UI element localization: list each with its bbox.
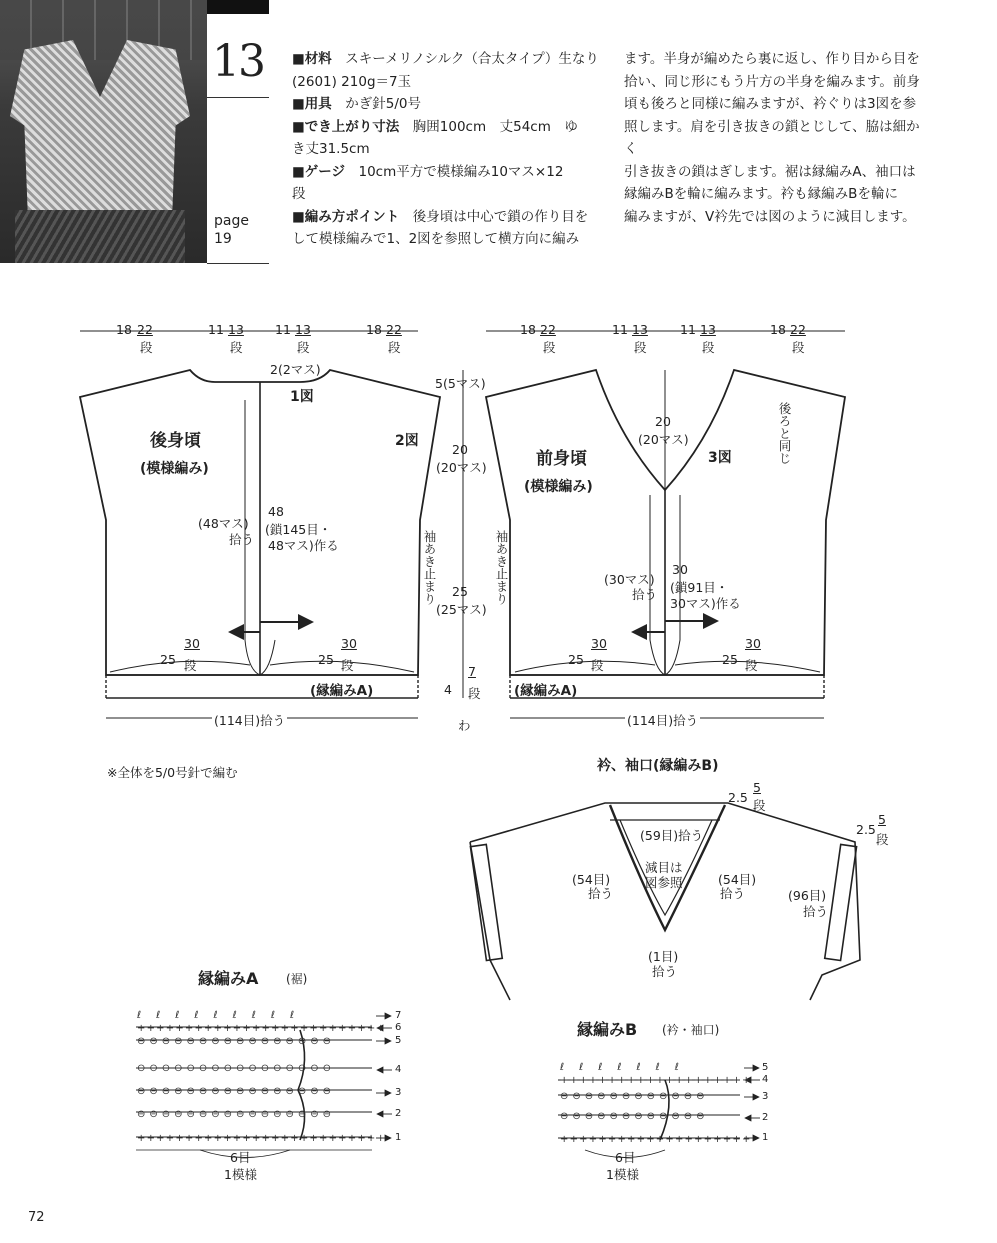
collar-label: (54目) <box>718 872 757 887</box>
dim-label: 段 <box>140 340 153 355</box>
chart-b-row: 3 <box>762 1091 769 1102</box>
back-pick-label: (48マス) <box>198 516 249 531</box>
instruction-line: ■ゲージ 10cm平方で模様編み10マス×12 <box>292 163 564 180</box>
front-title: 前身頃 <box>536 449 587 469</box>
dim-label: 11 <box>680 322 696 337</box>
instruction-line: ■でき上がり寸法 胸囲100cm 丈54cm ゆ <box>292 118 578 135</box>
back-title: 後身頃 <box>150 431 201 451</box>
svg-text:++++++++++++++++++++++++++: ++++++++++++++++++++++++++ <box>137 1133 387 1144</box>
mid-label: わ <box>458 718 471 733</box>
svg-text:⊖⊖⊖⊖⊖⊖⊖⊖⊖⊖⊖⊖⊖⊖⊖⊖: ⊖⊖⊖⊖⊖⊖⊖⊖⊖⊖⊖⊖⊖⊖⊖⊖ <box>137 1063 336 1074</box>
collar-label: 減目は <box>645 860 683 875</box>
collar-label: (59目)拾う <box>640 828 704 843</box>
fig1-label: 1図 <box>290 389 314 405</box>
front-subtitle: (模様編み) <box>524 479 593 495</box>
chart-b-row: 2 <box>762 1112 769 1123</box>
hem-label: 段 <box>341 658 354 673</box>
chart-a-subtitle: (裾) <box>286 972 308 986</box>
chart-a-row: 5 <box>395 1035 402 1046</box>
dim-label: 13 <box>700 322 716 337</box>
same-as-back-label: 後ろと同じ <box>777 402 792 465</box>
hem-label: 30 <box>591 636 607 651</box>
collar-label: 5 <box>753 780 761 795</box>
mid-label: (20マス) <box>436 460 487 475</box>
back-chain-label: (鎖145目・ <box>265 522 332 537</box>
front-pick-label: (30マス) <box>604 572 655 587</box>
dim-label: 段 <box>543 340 556 355</box>
chart-a-row: 7 <box>395 1010 402 1021</box>
chart-a-row: 2 <box>395 1108 402 1119</box>
chart-a-row: 1 <box>395 1132 402 1143</box>
dim-label: 11 <box>208 322 224 337</box>
chart-a-row: 4 <box>395 1064 402 1075</box>
svg-text:++++++++++++++++++++++++++: ++++++++++++++++++++++++++ <box>137 1023 387 1034</box>
front-pick-label: 拾う <box>632 587 658 602</box>
hem-label: 段 <box>591 658 604 673</box>
chart-b-repeat: 6目 <box>615 1150 636 1165</box>
hem-label: 25 <box>318 652 334 667</box>
bottom-label: (114目)拾う <box>627 713 699 728</box>
dim-label: 22 <box>540 322 556 337</box>
collar-label: 2.5 <box>728 790 748 805</box>
mid-label: 25 <box>452 584 468 599</box>
svg-text:⊖⊖⊖⊖⊖⊖⊖⊖⊖⊖⊖⊖⊖⊖⊖⊖: ⊖⊖⊖⊖⊖⊖⊖⊖⊖⊖⊖⊖⊖⊖⊖⊖ <box>137 1109 336 1120</box>
instruction-line: ■編み方ポイント 後身頃は中心で鎖の作り目を <box>292 208 589 225</box>
collar-label: (96目) <box>788 888 827 903</box>
front-chain-label: 30 <box>672 562 688 577</box>
collar-label: 段 <box>876 832 889 847</box>
hem-label: 25 <box>568 652 584 667</box>
front-chain-label: 30マス)作る <box>670 596 741 611</box>
svg-text:ℓℓℓℓℓℓℓ: ℓℓℓℓℓℓℓ <box>560 1062 694 1073</box>
collar-label: 拾う <box>720 886 746 901</box>
instruction-line: ■用具 かぎ針5/0号 <box>292 96 421 112</box>
collar-label: (1目) <box>648 949 679 964</box>
dim-label: 22 <box>790 322 806 337</box>
svg-text:⊖⊖⊖⊖⊖⊖⊖⊖⊖⊖⊖⊖: ⊖⊖⊖⊖⊖⊖⊖⊖⊖⊖⊖⊖ <box>560 1091 709 1102</box>
dim-label: 段 <box>388 340 401 355</box>
pattern-number: 13 <box>212 36 264 87</box>
hem-label: 30 <box>341 636 357 651</box>
needle-note: ※全体を5/0号針で編む <box>107 765 238 780</box>
instruction-line: ます。半身が編めたら裏に返し、作り目から目を <box>624 51 920 67</box>
back-pick-label: 拾う <box>229 532 255 547</box>
dim-label: 22 <box>137 322 153 337</box>
front-v-label: 20 <box>655 414 671 429</box>
mid-label: 5(5マス) <box>435 376 486 391</box>
fig3-label: 3図 <box>708 450 732 466</box>
instruction-line: 頃も後ろと同様に編みますが、衿ぐりは3図を参 <box>624 96 917 112</box>
instruction-line: 編みますが、V衿先では図のように減目します。 <box>624 208 916 225</box>
svg-text:++++++++++++++++++++: ++++++++++++++++++++ <box>560 1134 752 1145</box>
back-chain-label: 48 <box>268 504 284 519</box>
dim-label: 段 <box>702 340 715 355</box>
instruction-line: 拾い、同じ形にもう片方の半身を編みます。前身 <box>624 73 920 90</box>
fig2-label: 2図 <box>395 433 419 449</box>
dim-label: 11 <box>275 322 291 337</box>
instruction-line: き丈31.5cm <box>292 141 370 157</box>
svg-text:ℓℓℓℓℓℓℓℓℓ: ℓℓℓℓℓℓℓℓℓ <box>137 1010 310 1021</box>
dim-label: 13 <box>228 322 244 337</box>
collar-label: 図参照 <box>645 875 683 890</box>
back-chain-label: 48マス)作る <box>268 538 339 553</box>
dim-label: 段 <box>634 340 647 355</box>
instruction-line: して模様編みで1、2図を参照して横方向に編み <box>292 231 580 247</box>
armhole-label: 袖あき止まり <box>422 530 437 605</box>
collar-label: (54目) <box>572 872 611 887</box>
neck-label: 2(2マス) <box>270 362 321 377</box>
svg-text:++++++++++++++++++++: ++++++++++++++++++++ <box>560 1075 752 1086</box>
edge-a-label: (縁編みA) <box>310 683 374 699</box>
dim-label: 13 <box>632 322 648 337</box>
dim-label: 段 <box>230 340 243 355</box>
page-number: 19 <box>214 231 232 247</box>
collar-label: 拾う <box>803 904 829 919</box>
collar-label: 段 <box>753 798 766 813</box>
chart-a-row: 3 <box>395 1087 402 1098</box>
svg-text:⊖⊖⊖⊖⊖⊖⊖⊖⊖⊖⊖⊖⊖⊖⊖⊖: ⊖⊖⊖⊖⊖⊖⊖⊖⊖⊖⊖⊖⊖⊖⊖⊖ <box>137 1036 336 1047</box>
page-label: page <box>214 213 249 229</box>
dim-label: 18 <box>770 322 786 337</box>
mid-label: 段 <box>468 686 481 701</box>
instruction-line: 段 <box>292 186 306 202</box>
mid-label: 20 <box>452 442 468 457</box>
hem-label: 30 <box>745 636 761 651</box>
chart-b-row: 1 <box>762 1132 769 1143</box>
hem-label: 30 <box>184 636 200 651</box>
hem-label: 段 <box>745 658 758 673</box>
svg-text:⊖⊖⊖⊖⊖⊖⊖⊖⊖⊖⊖⊖: ⊖⊖⊖⊖⊖⊖⊖⊖⊖⊖⊖⊖ <box>560 1111 709 1122</box>
mid-label: 7 <box>468 664 476 679</box>
hem-label: 段 <box>184 658 197 673</box>
dim-label: 18 <box>366 322 382 337</box>
chart-a-row: 6 <box>395 1022 402 1033</box>
front-v-label: (20マス) <box>638 432 689 447</box>
instruction-line: 引き抜きの鎖はぎします。裾は縁編みA、袖口は <box>624 163 916 180</box>
collar-label: 拾う <box>588 886 614 901</box>
page-folio: 72 <box>28 1210 45 1225</box>
dim-label: 段 <box>297 340 310 355</box>
dim-label: 11 <box>612 322 628 337</box>
front-chain-label: (鎖91目・ <box>670 580 729 595</box>
chart-b-row: 4 <box>762 1074 769 1085</box>
dim-label: 段 <box>792 340 805 355</box>
dim-label: 18 <box>520 322 536 337</box>
armhole-label: 袖あき止まり <box>494 530 509 605</box>
collar-label: 5 <box>878 812 886 827</box>
chart-b-title: 縁編みB <box>577 1020 638 1039</box>
collar-label: 拾う <box>652 964 678 979</box>
collar-label: 2.5 <box>856 822 876 837</box>
svg-text:⊖⊖⊖⊖⊖⊖⊖⊖⊖⊖⊖⊖⊖⊖⊖⊖: ⊖⊖⊖⊖⊖⊖⊖⊖⊖⊖⊖⊖⊖⊖⊖⊖ <box>137 1086 336 1097</box>
bottom-label: (114目)拾う <box>214 713 286 728</box>
dim-label: 18 <box>116 322 132 337</box>
instruction-line: 照します。肩を引き抜きの鎖とじして、脇は細かく <box>624 118 920 157</box>
mid-label: (25マス) <box>436 602 487 617</box>
back-subtitle: (模様編み) <box>140 461 209 477</box>
mid-label: 4 <box>444 682 452 697</box>
chart-b-repeat: 1模様 <box>606 1167 639 1182</box>
instruction-line: ■材料 スキーメリノシルク（合太タイプ）生なり <box>292 51 599 67</box>
dim-label: 13 <box>295 322 311 337</box>
chart-a-title: 縁編みA <box>198 969 259 988</box>
chart-b-row: 5 <box>762 1062 769 1073</box>
chart-a-repeat: 6目 <box>230 1150 251 1165</box>
chart-b-subtitle: (衿・袖口) <box>662 1023 720 1037</box>
collar-title: 衿、袖口(縁編みB) <box>597 758 719 774</box>
instruction-line: (2601) 210g＝7玉 <box>292 73 412 90</box>
dim-label: 22 <box>386 322 402 337</box>
chart-a-repeat: 1模様 <box>224 1167 257 1182</box>
instruction-line: 縁編みBを輪に編みます。衿も縁編みBを輪に <box>624 186 898 202</box>
hem-label: 25 <box>722 652 738 667</box>
edge-a-label: (縁編みA) <box>514 683 578 699</box>
hem-label: 25 <box>160 652 176 667</box>
